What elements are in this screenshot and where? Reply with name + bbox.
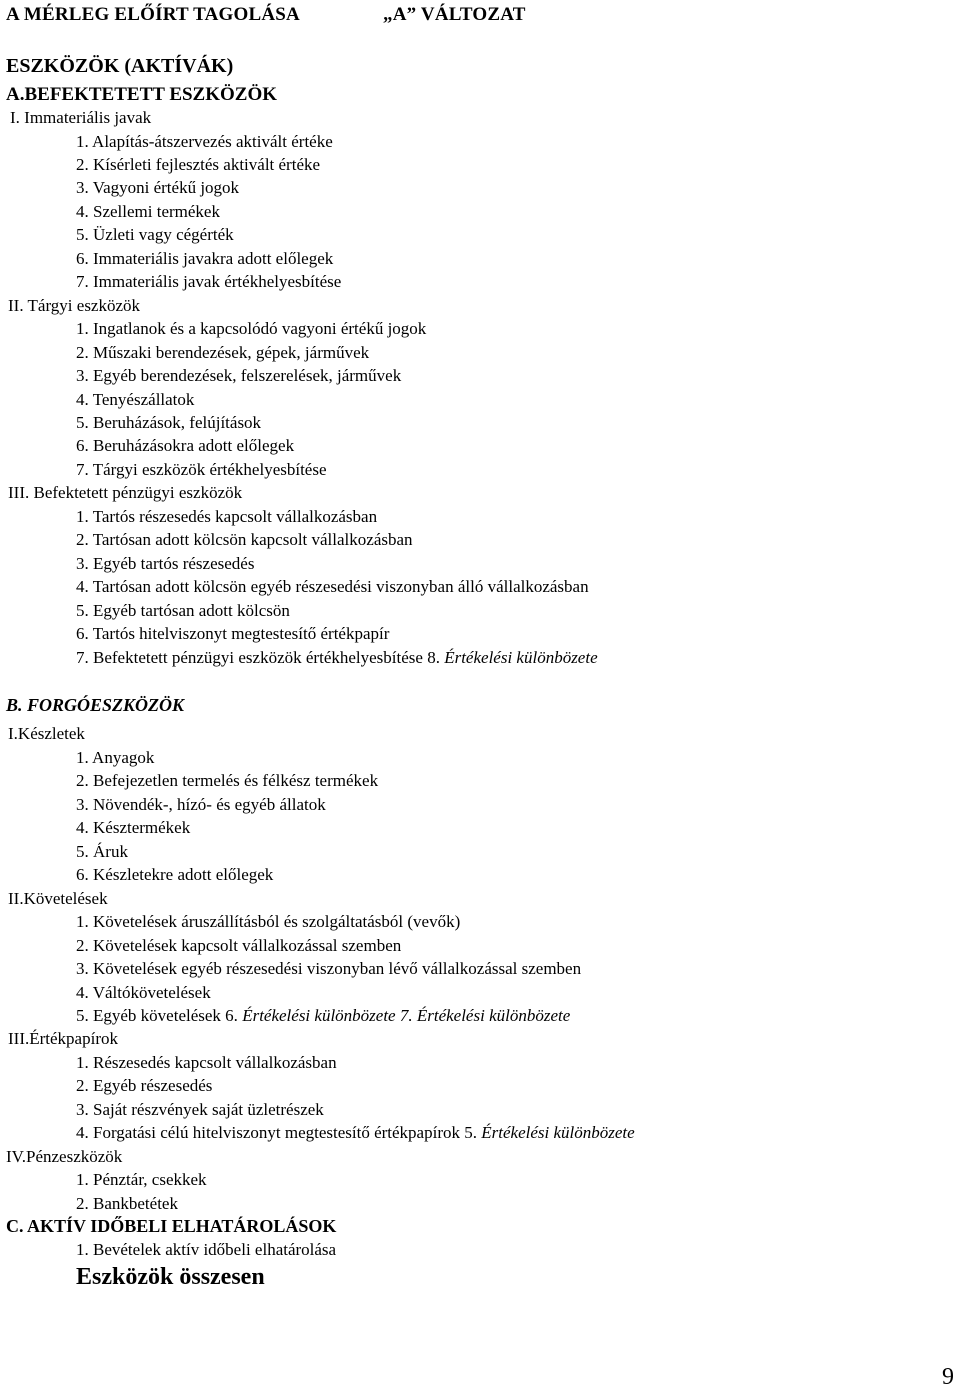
list-item: 5. Üzleti vagy cégérték [76,225,234,244]
list-item-text: 5. Egyéb követelések 6. [76,1006,238,1025]
list-item: 2. Követelések kapcsolt vállalkozással szemben [76,936,402,955]
list-item: 1. Pénztár, csekkek [76,1170,207,1189]
list-item: 4. Váltókövetelések [76,983,211,1002]
list-item: 2. Tartósan adott kölcsön kapcsolt vállalkozásban [76,530,413,549]
list-item: 5. Áruk [76,842,128,861]
list-item: 4. Késztermékek [76,818,191,837]
list-item: 3. Növendék-, hízó- és egyéb állatok [76,795,326,814]
subsection-heading: III.Értékpapírok [8,1029,118,1048]
list-item-text: 7. Befektetett pénzügyi eszközök értékhelyesbítése 8. [76,648,440,667]
list-item: 4. Szellemi termékek [76,202,220,221]
section-heading-b: B. FORGÓESZKÖZÖK [6,695,185,715]
list-item: 1. Ingatlanok és a kapcsolódó vagyoni értékű jogok [76,319,427,338]
list-item: 6. Beruházásokra adott előlegek [76,436,295,455]
list-item: 2. Bankbetétek [76,1194,178,1213]
list-item-italic-text: Értékelési különbözete [481,1123,635,1142]
list-item: 2. Kísérleti fejlesztés aktivált értéke [76,155,321,174]
list-item: 1. Részesedés kapcsolt vállalkozásban [76,1053,337,1072]
list-item: 6. Tartós hitelviszonyt megtestesítő értékpapír [76,624,390,643]
list-item: 6. Készletekre adott előlegek [76,865,274,884]
list-item: 7. Tárgyi eszközök értékhelyesbítése [76,460,327,479]
list-item: 5. Egyéb tartósan adott kölcsön [76,601,290,620]
list-item: 4. Tartósan adott kölcsön egyéb részesedési viszonyban álló vállalkozásban [76,577,589,596]
list-item: 1. Bevételek aktív időbeli elhatárolása [76,1240,337,1259]
list-item: 6. Immateriális javakra adott előlegek [76,249,334,268]
list-item-italic-text: Értékelési különbözete [444,648,598,667]
list-item: 3. Vagyoni értékű jogok [76,178,240,197]
list-item: 2. Befejezetlen termelés és félkész termékek [76,771,379,790]
list-item: 1. Követelések áruszállításból és szolgáltatásból (vevők) [76,912,461,931]
list-item: 1. Anyagok [76,748,155,767]
list-item: 7. Immateriális javak értékhelyesbítése [76,272,342,291]
list-item: 3. Saját részvények saját üzletrészek [76,1100,324,1119]
list-item: 4. Tenyészállatok [76,390,195,409]
list-item [76,1006,570,1026]
page-header-left: A MÉRLEG ELŐÍRT TAGOLÁSA [6,4,300,25]
subsection-heading: I. Immateriális javak [10,108,152,127]
list-item [76,648,598,668]
list-item: 1. Alapítás-átszervezés aktivált értéke [76,132,333,151]
list-item: 2. Egyéb részesedés [76,1076,213,1095]
list-item: 2. Műszaki berendezések, gépek, járművek [76,343,370,362]
document-title: ESZKÖZÖK (AKTÍVÁK) [6,55,234,77]
subsection-heading: I.Készletek [8,724,85,743]
list-item: 5. Beruházások, felújítások [76,413,262,432]
list-item-italic-text: Értékelési különbözete 7. Értékelési különbözete [242,1006,571,1025]
list-item: 3. Követelések egyéb részesedési viszonyban lévő vállalkozással szemben [76,959,582,978]
section-heading-a: A.BEFEKTETETT ESZKÖZÖK [6,84,278,105]
subsection-heading: IV.Pénzeszközök [6,1147,123,1166]
list-item: 3. Egyéb tartós részesedés [76,554,255,573]
list-item [76,1123,635,1143]
total-heading: Eszközök összesen [76,1264,265,1290]
subsection-heading: II. Tárgyi eszközök [8,296,141,315]
list-item-text: 4. Forgatási célú hitelviszonyt megtestesítő értékpapírok 5. [76,1123,477,1142]
list-item: 3. Egyéb berendezések, felszerelések, járművek [76,366,402,385]
page-header-right: „A” VÁLTOZAT [383,4,526,25]
list-item: 1. Tartós részesedés kapcsolt vállalkozásban [76,507,378,526]
subsection-heading: III. Befektetett pénzügyi eszközök [8,483,243,502]
subsection-heading: II.Követelések [8,889,108,908]
page-number: 9 [942,1364,954,1390]
section-heading-c: C. AKTÍV IDŐBELI ELHATÁROLÁSOK [6,1216,337,1236]
